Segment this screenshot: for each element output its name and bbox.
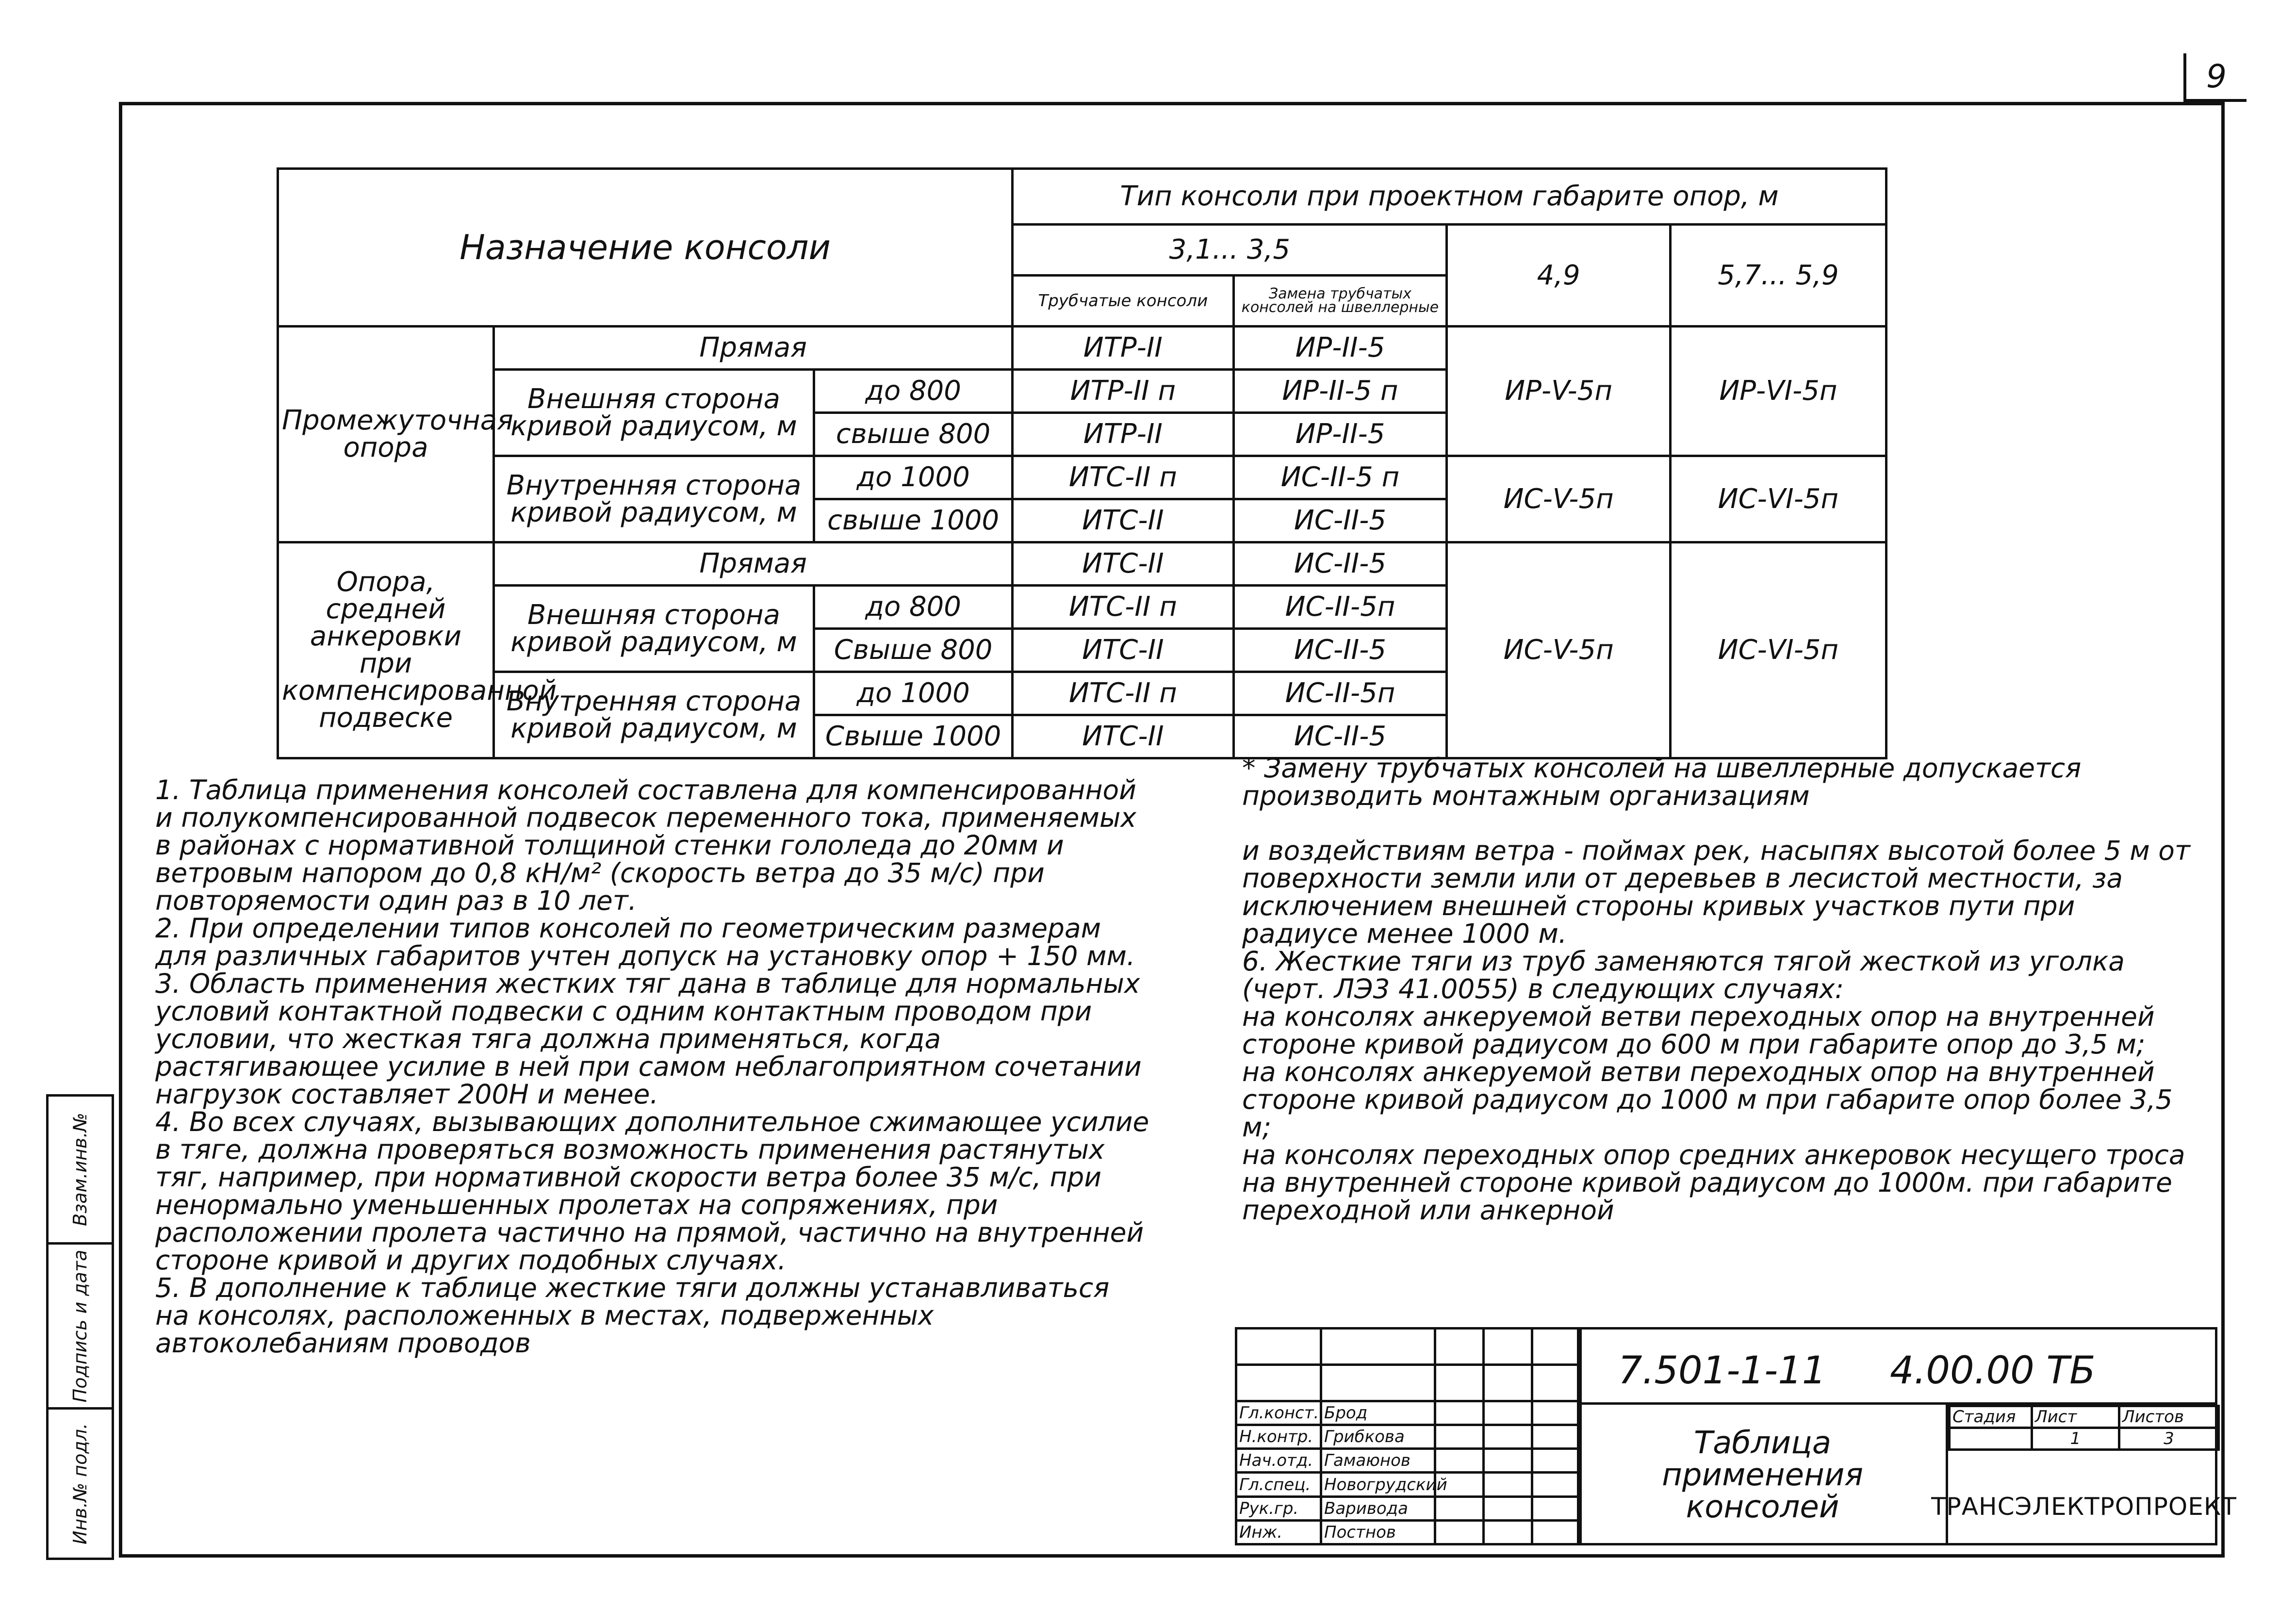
radius-label: свыше 800 [814,413,1012,456]
row-label-outer-curve: Внешняя сторона кривой радиусом, м [494,370,814,456]
row-label-straight: Прямая [494,542,1013,586]
replace-inv-label: Взам.инв.№ [69,1113,91,1226]
page-number: 9 [2183,53,2247,102]
sheet-label: Лист [2032,1406,2119,1428]
table-cell: ИТС-II [1013,629,1233,672]
console-application-table [277,167,1887,759]
table-cell: ИР-V-5п [1447,327,1670,456]
table-cell: ИС-VI-5п [1670,542,1886,758]
group-intermediate-support: Промежуточная опора [278,327,494,542]
drawing-title: Таблица применения консолей [1579,1405,1948,1545]
radius-label: до 800 [814,586,1012,629]
sheets-total: 3 [2119,1428,2219,1450]
sign-date-label: Подпись и дата [69,1249,91,1402]
title-block [1577,1327,2237,1545]
role-label: Нач.отд. [1236,1449,1321,1473]
type-header: Тип консоли при проектном габарите опор, м [1013,169,1886,225]
table-cell: ИС-II-5 [1233,542,1447,586]
inv-orig-label: Инв.№ подл. [69,1423,91,1544]
table-cell: ИТС-II [1013,715,1233,758]
role-name: Новогрудский [1321,1473,1435,1496]
side-stamp-cell [49,1097,112,1245]
gabarit-49: 4,9 [1447,225,1670,327]
role-label: Гл.спец. [1236,1473,1321,1496]
row-label-inner-curve: Внутренняя сторона кривой радиусом, м [494,456,814,542]
stage-sheet-grid [1948,1405,2220,1451]
gabarit-57-59: 5,7... 5,9 [1670,225,1886,327]
table-cell: ИТР-II [1013,413,1233,456]
role-label: Рук.гр. [1236,1496,1321,1520]
stage-value [1950,1428,2032,1450]
role-label: Инж. [1236,1520,1321,1544]
sheets-label: Листов [2119,1406,2219,1428]
table-cell: ИС-V-5п [1447,456,1670,542]
purpose-header: Назначение консоли [278,169,1013,327]
notes-left: 1. Таблица применения консолей составлена для компенсированной и полукомпенсированной подвесок переменного тока, применяемых в районах с нормативной толщиной стенки гололеда до 20мм и ветровым напором до 0,8 кН/м² (скорость ветра до 35 м/с) при повторяемости один раз в 10 лет. 2. При определении типов консолей по геометрическим размерам для различных габаритов учтен допуск на установку опор + 150 мм. 3. Область применения жестких тяг дана в таблице для нормальных условий контактной подвески с одним контактным проводом при условии, что жесткая тяга должна применяться, когда растягивающее усилие в ней при самом неблагоприятном сочетании нагрузок составляет 200Н и менее. 4. Во всех случаях, вызывающих дополнительное сжимающее усилие в тяге, должна проверяться возможность применения растянутых тяг, например, при нормативной скорости ветра более 35 м/с, при ненормально уменьшенных пролетах на сопряжениях, при расположении пролета частично на прямой, частично на внутренней стороне кривой и других подобных случаях. 5. В дополнение к таблице жесткие тяги должны устанавливаться на консолях, расположенных в местах, подверженных автоколебаниям проводов [155,774,1149,1359]
title-block-codes [1579,1330,2215,1405]
table-cell: ИР-II-5 [1233,327,1447,370]
sheet-code: 4.00.00 ТБ [1890,1349,2096,1393]
radius-label: Свыше 800 [814,629,1012,672]
role-label: Гл.конст. [1236,1401,1321,1425]
role-name: Брод [1321,1401,1435,1425]
table-cell: ИС-V-5п [1447,542,1670,758]
table-cell: ИТС-II п [1013,586,1233,629]
role-name: Постнов [1321,1520,1435,1544]
radius-label: свыше 1000 [814,499,1012,542]
signatures-grid [1235,1327,1582,1545]
doc-code: 7.501-1-11 [1618,1349,1826,1393]
table-cell: ИТС-II п [1013,456,1233,499]
radius-label: до 1000 [814,672,1012,715]
table-cell: ИС-II-5п [1233,672,1447,715]
table-cell: ИР-II-5 [1233,413,1447,456]
role-name: Варивода [1321,1496,1435,1520]
table-cell: ИТР-II [1013,327,1233,370]
tubular-consoles-header: Трубчатые консоли [1013,276,1233,327]
table-cell: ИС-II-5п [1233,586,1447,629]
replacement-consoles-header: Замена трубчатых консолей на швеллерные [1233,276,1447,327]
row-label-outer-curve: Внешняя сторона кривой радиусом, м [494,586,814,672]
radius-label: до 1000 [814,456,1012,499]
role-name: Гамаюнов [1321,1449,1435,1473]
side-stamp-cell [49,1245,112,1410]
side-stamp-strip [46,1094,114,1560]
sheet-number: 1 [2032,1428,2119,1450]
table-cell: ИТС-II п [1013,672,1233,715]
notes-right: и воздействиям ветра - поймах рек, насыпях высотой более 5 м от поверхности земли или от деревьев в лесистой местности, за исключением внешней стороны кривых участков пути при радиусе менее 1000 м. 6. Жесткие тяги из труб заменяются тягой жесткой из уголка (черт. ЛЭ3 41.0055) в следующих случаях: на консолях анкеруемой ветви переходных опор на внутренней стороне кривой радиусом до 600 м при габарите опор до 3,5 м; на консолях анкеруемой ветви переходных опор на внутренней стороне кривой радиусом до 1000 м при габарите опор более 3,5 м; на консолях переходных опор средних анкеровок несущего троса на внутренней стороне кривой радиусом до 1000м. при габарите переходной или анкерной [1242,835,2190,1226]
radius-label: до 800 [814,370,1012,413]
role-label: Н.контр. [1236,1425,1321,1449]
role-name: Грибкова [1321,1425,1435,1449]
table-cell: ИС-II-5 [1233,629,1447,672]
table-cell: ИС-II-5 [1233,715,1447,758]
table-cell: ИТР-II п [1013,370,1233,413]
table-cell: ИТС-II [1013,542,1233,586]
organization-name: ТРАНСЭЛЕКТРОПРОЕКТ [1931,1493,2237,1521]
table-cell: ИР-II-5 п [1233,370,1447,413]
table-cell: ИТС-II [1013,499,1233,542]
gabarit-31-35: 3,1... 3,5 [1013,225,1447,276]
footnote: * Замену трубчатых консолей на швеллерные допускается производить монтажным организациям [1242,753,2082,811]
row-label-inner-curve: Внутренняя сторона кривой радиусом, м [494,672,814,758]
radius-label: Свыше 1000 [814,715,1012,758]
side-stamp-cell [49,1410,112,1558]
table-cell: ИС-VI-5п [1670,456,1886,542]
table-cell: ИС-II-5 [1233,499,1447,542]
table-cell: ИС-II-5 п [1233,456,1447,499]
group-anchor-support: Опора, средней анкеровки при компенсированной подвеске [278,542,494,758]
stage-label: Стадия [1950,1406,2032,1428]
table-cell: ИР-VI-5п [1670,327,1886,456]
row-label-straight: Прямая [494,327,1013,370]
